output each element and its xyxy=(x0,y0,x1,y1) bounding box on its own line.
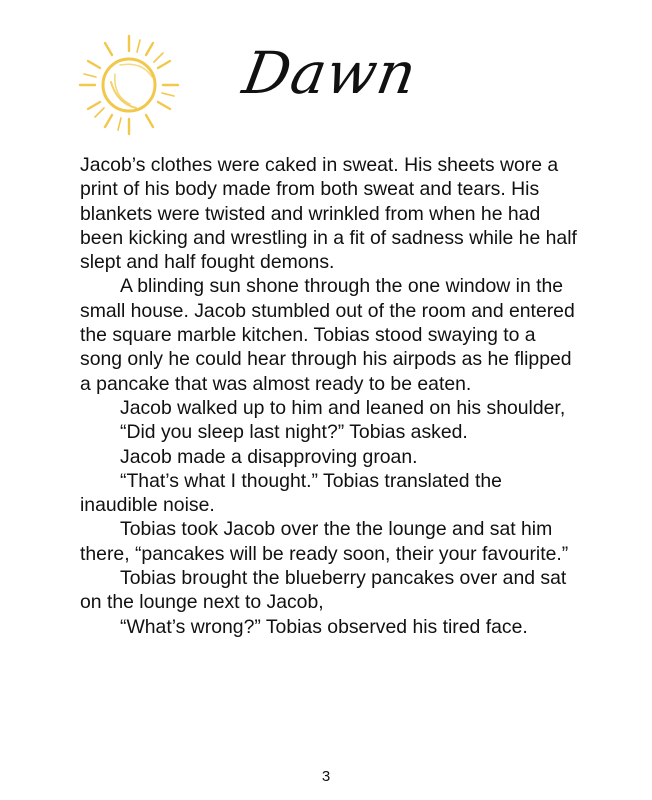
page-title: Dawn xyxy=(238,39,423,107)
page-number: 3 xyxy=(321,768,331,785)
paragraph: A blinding sun shone through the one window in the small house. Jacob stumbled out of the room and entered the square marble kitchen. Tobias stood swaying to a song only he could hear through his airpods as he flipped a pancake that was almost ready to be eaten. xyxy=(80,275,575,395)
paragraph: Jacob made a disapproving groan. xyxy=(120,445,418,468)
paragraph: “What’s wrong?” Tobias observed his tired face. xyxy=(120,615,528,638)
paragraph: “That’s what I thought.” Tobias translated the inaudible noise. xyxy=(80,469,502,517)
sun-icon xyxy=(70,26,188,144)
paragraph: Tobias took Jacob over the the lounge and sat him there, “pancakes will be ready soon, their your favourite.” xyxy=(80,518,569,565)
paragraph: Jacob walked up to him and leaned on his shoulder, xyxy=(120,396,566,419)
paragraph: “Did you sleep last night?” Tobias asked. xyxy=(120,421,468,444)
story-body xyxy=(80,153,580,639)
paragraph: Tobias brought the blueberry pancakes over and sat on the lounge next to Jacob, xyxy=(80,567,567,614)
paragraph: Jacob’s clothes were caked in sweat. His sheets wore a print of his body made from both sweat and tears. His blankets were twisted and wrinkled from when he had been kicking and wrestling in a fit of sadness while he half slept and half fought demons. xyxy=(80,154,577,274)
